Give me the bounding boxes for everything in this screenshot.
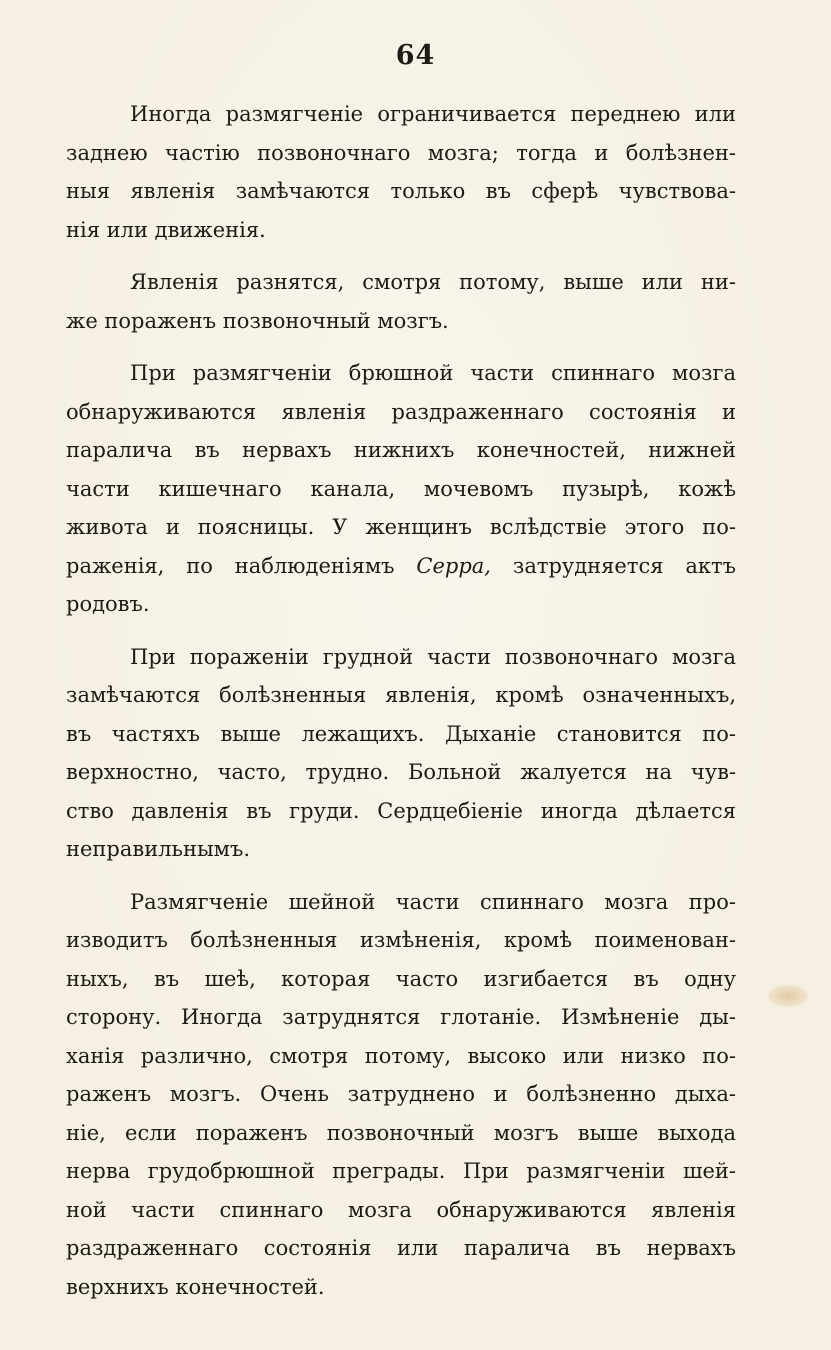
paragraph-4 xyxy=(66,638,736,869)
text-line: обнаруживаются явленія раздраженнаго состоянія и xyxy=(66,399,736,424)
text-line: сторону. Иногда затруднятся глотаніе. Измѣненіе ды- xyxy=(66,1005,736,1029)
text-line: изводитъ болѣзненныя измѣненія, кромѣ поименован- xyxy=(66,928,736,952)
text-column xyxy=(66,95,736,1320)
text-line: паралича въ нервахъ нижнихъ конечностей, нижней xyxy=(66,438,736,462)
text-line: Размягченіе шейной части спиннаго мозга про- xyxy=(130,889,736,914)
text-line: верхностно, часто, трудно. Больной жалуется на чув- xyxy=(66,760,736,784)
text-line: ханія различно, смотря потому, высоко или низко по- xyxy=(66,1043,736,1068)
text-line: Иногда размягченіе ограничивается переднею или xyxy=(130,102,736,126)
text-line: ніе, если пораженъ позвоночный мозгъ выше выхода xyxy=(66,1120,736,1145)
text-segment: раженія, по наблюденіямъ xyxy=(66,553,395,578)
text-line: При пораженіи грудной части позвоночнаго мозга xyxy=(130,644,736,669)
text-line: раздраженнаго состоянія или паралича въ нервахъ xyxy=(66,1236,736,1260)
text-line: живота и поясницы. У женщинъ вслѣдствіе этого по- xyxy=(66,515,736,539)
text-line: неправильнымъ. xyxy=(66,837,251,861)
page-number: 64 xyxy=(395,40,436,71)
text-line: При размягченіи брюшной части спиннаго мозга xyxy=(130,361,736,385)
text-line: раженъ мозгъ. Очень затруднено и болѣзненно дыха- xyxy=(66,1082,736,1106)
text-line: замѣчаются болѣзненныя явленія, кромѣ означенныхъ, xyxy=(66,683,736,707)
paragraph-2 xyxy=(66,263,736,340)
text-line: ство давленія въ груди. Сердцебіеніе иногда дѣлается xyxy=(66,798,736,823)
text-line: части кишечнаго канала, мочевомъ пузырѣ, кожѣ xyxy=(66,476,736,501)
text-line: ной части спиннаго мозга обнаруживаются явленія xyxy=(66,1197,736,1222)
text-line: же пораженъ позвоночный мозгъ. xyxy=(66,308,449,333)
paragraph-5 xyxy=(66,883,736,1307)
text-line: ныхъ, въ шеѣ, которая часто изгибается въ одну xyxy=(66,966,736,991)
text-line: нерва грудобрюшной преграды. При размягченіи шей- xyxy=(66,1159,736,1183)
text-line: верхнихъ конечностей. xyxy=(66,1274,325,1299)
text-line: ныя явленія замѣчаются только въ сферѣ чувствова- xyxy=(66,179,736,203)
text-line-mixed xyxy=(66,547,736,586)
paragraph-1 xyxy=(66,95,736,249)
text-segment: затрудняется актъ xyxy=(512,553,736,578)
paragraph-3 xyxy=(66,354,736,624)
paper-stain xyxy=(768,985,808,1007)
text-line: родовъ. xyxy=(66,592,150,616)
text-line: Явленія разнятся, смотря потому, выше или ни- xyxy=(130,270,736,294)
text-line: нія или движенія. xyxy=(66,217,266,242)
text-line: въ частяхъ выше лежащихъ. Дыханіе становится по- xyxy=(66,721,736,746)
italic-author-name: Серра, xyxy=(416,553,491,578)
text-line: заднею частію позвоночнаго мозга; тогда и болѣзнен- xyxy=(66,140,736,165)
